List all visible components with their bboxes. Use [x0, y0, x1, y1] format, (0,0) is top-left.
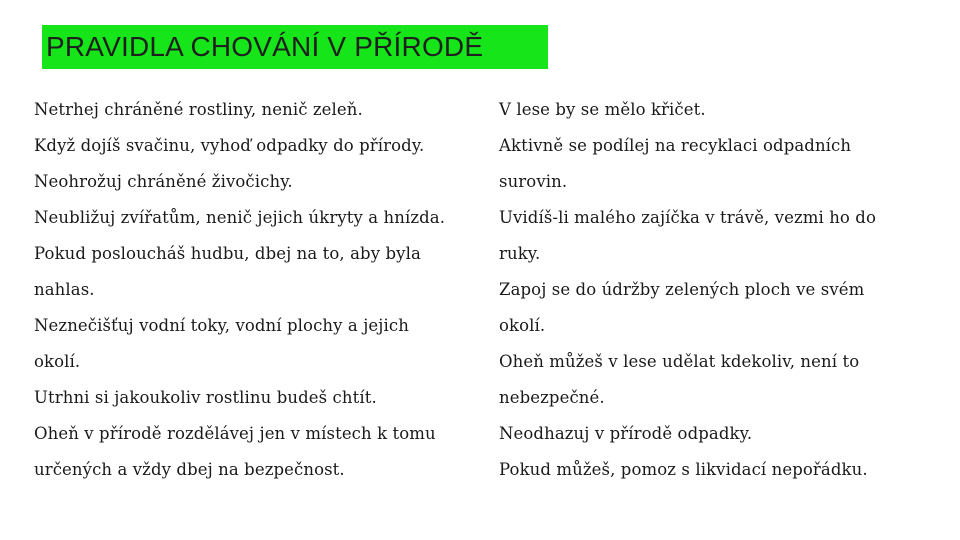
left-line: okolí. [34, 352, 81, 371]
left-line: Netrhej chráněné rostliny, nenič zeleň. [34, 100, 363, 119]
left-line: Pokud posloucháš hudbu, dbej na to, aby byla [34, 244, 421, 263]
right-line: ruky. [499, 244, 541, 263]
right-column [499, 92, 939, 488]
left-line: Když dojíš svačinu, vyhoď odpadky do přírody. [34, 136, 425, 155]
right-line: V lese by se mělo křičet. [499, 100, 706, 119]
right-line: Uvidíš-li malého zajíčka v trávě, vezmi ho do [499, 208, 877, 227]
right-line: nebezpečné. [499, 388, 605, 407]
left-line: Utrhni si jakoukoliv rostlinu budeš chtít. [34, 388, 377, 407]
left-line: určených a vždy dbej na bezpečnost. [34, 460, 345, 479]
right-line: surovin. [499, 172, 568, 191]
slide-title: PRAVIDLA CHOVÁNÍ V PŘÍRODĚ [46, 31, 484, 62]
left-line: nahlas. [34, 280, 95, 299]
left-line: Oheň v přírodě rozdělávej jen v místech k tomu [34, 424, 436, 443]
right-line: Aktivně se podílej na recyklaci odpadních [499, 136, 852, 155]
left-column [34, 92, 474, 488]
right-line: Oheň můžeš v lese udělat kdekoliv, není to [499, 352, 860, 371]
left-line: Neohrožuj chráněné živočichy. [34, 172, 293, 191]
right-line: Neodhazuj v přírodě odpadky. [499, 424, 753, 443]
right-line: Pokud můžeš, pomoz s likvidací nepořádku. [499, 460, 868, 479]
left-line: Neubližuj zvířatům, nenič jejich úkryty a hnízda. [34, 208, 446, 227]
right-line: Zapoj se do údržby zelených ploch ve svém [499, 280, 865, 299]
right-line: okolí. [499, 316, 546, 335]
left-line: Neznečišťuj vodní toky, vodní plochy a jejich [34, 316, 409, 335]
